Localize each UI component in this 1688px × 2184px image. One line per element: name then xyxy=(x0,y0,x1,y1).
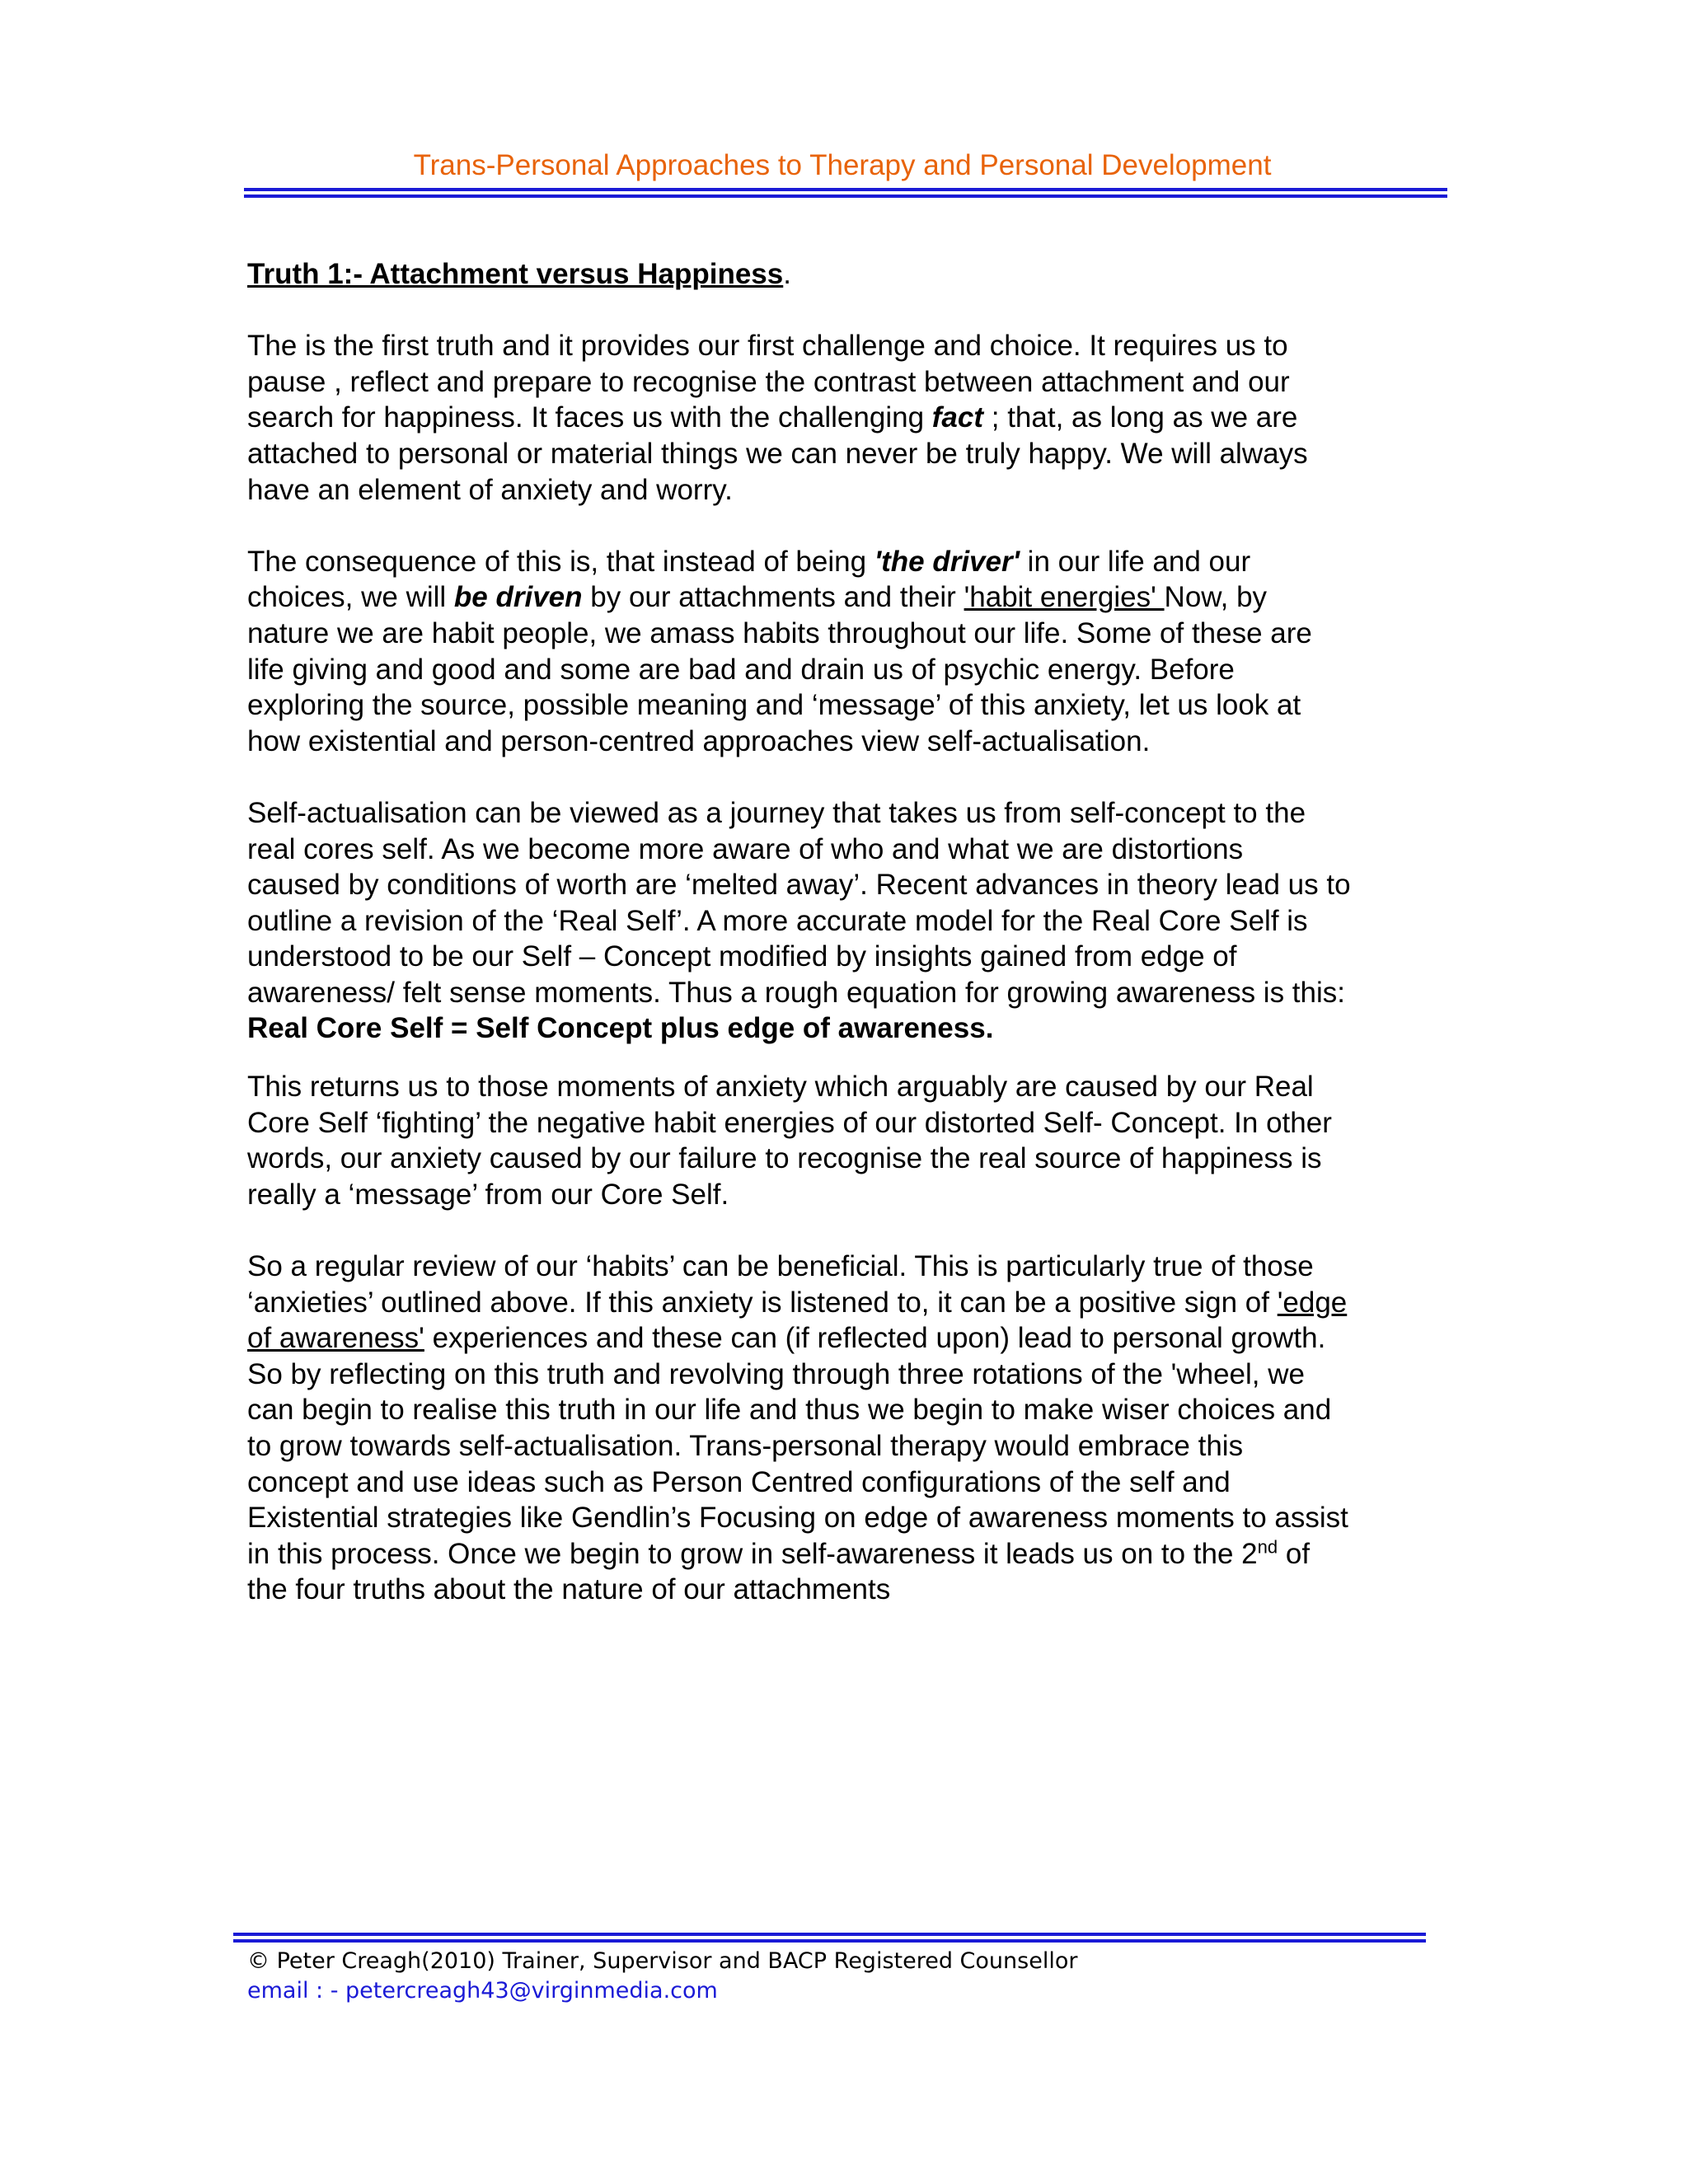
text-line: real cores self. As we become more aware of who and what we are distortions xyxy=(247,832,1244,865)
document-body xyxy=(247,256,1459,1608)
text-line: the four truths about the nature of our attachments xyxy=(247,1573,891,1606)
section-heading: Truth 1:- Attachment versus Happiness xyxy=(247,258,784,290)
underlined-edge: 'edge xyxy=(1277,1286,1348,1319)
section-heading-suffix: . xyxy=(783,258,791,290)
text-span: by our attachments and their xyxy=(582,581,964,614)
text-span: search for happiness. It faces us with the challenging xyxy=(247,401,932,434)
text-line: to grow towards self-actualisation. Trans-personal therapy would embrace this xyxy=(247,1430,1244,1462)
paragraph-4 xyxy=(247,1069,1459,1212)
paragraph-3 xyxy=(247,795,1459,1047)
text-line: pause , reflect and prepare to recognise the contrast between attachment and our xyxy=(247,365,1290,398)
emphasis-the-driver: 'the driver' xyxy=(874,545,1020,578)
text-span: in our life and our xyxy=(1019,545,1251,578)
section-heading-line xyxy=(247,256,1459,293)
text-span: choices, we will xyxy=(247,581,454,614)
text-line: concept and use ideas such as Person Centred configurations of the self and xyxy=(247,1465,1231,1498)
paragraph-1 xyxy=(247,328,1459,508)
text-line: Core Self ‘fighting’ the negative habit energies of our distorted Self- Concept. In other xyxy=(247,1106,1332,1139)
text-line xyxy=(247,400,1459,436)
text-line: outline a revision of the ‘Real Self’. A more accurate model for the Real Core Self is xyxy=(247,904,1308,937)
page-footer xyxy=(247,1947,1077,2006)
text-span: experiences and these can (if reflected upon) lead to personal growth. xyxy=(424,1322,1326,1355)
text-span: Now, by xyxy=(1164,581,1268,614)
text-line: awareness/ felt sense moments. Thus a rough equation for growing awareness is this: xyxy=(247,976,1345,1009)
ordinal-superscript: nd xyxy=(1257,1536,1278,1558)
text-line: The is the first truth and it provides our first challenge and choice. It requires us to xyxy=(247,330,1288,363)
text-line: words, our anxiety caused by our failure to recognise the real source of happiness is xyxy=(247,1142,1322,1175)
text-line: can begin to realise this truth in our life and thus we begin to make wiser choices and xyxy=(247,1394,1332,1427)
paragraph-5 xyxy=(247,1249,1459,1608)
text-span: ; that, as long as we are xyxy=(983,401,1298,434)
text-line xyxy=(247,544,1459,580)
equation-line: Real Core Self = Self Concept plus edge of awareness. xyxy=(247,1012,994,1045)
text-line xyxy=(247,1320,1459,1357)
underlined-habit-energies: 'habit energies' xyxy=(964,581,1165,614)
text-line: exploring the source, possible meaning and ‘message’ of this anxiety, let us look at xyxy=(247,689,1301,722)
footer-double-rule xyxy=(233,1933,1426,1943)
text-line: This returns us to those moments of anxiety which arguably are caused by our Real xyxy=(247,1071,1314,1104)
emphasis-fact: fact xyxy=(931,401,984,434)
text-line xyxy=(247,1285,1459,1321)
text-line: nature we are habit people, we amass habits throughout our life. Some of these are xyxy=(247,616,1312,649)
text-line: life giving and good and some are bad and drain us of psychic energy. Before xyxy=(247,653,1235,686)
text-line: how existential and person-centred approaches view self-actualisation. xyxy=(247,724,1151,757)
text-line xyxy=(247,579,1459,616)
text-span: ‘anxieties’ outlined above. If this anxiety is listened to, it can be a positive sign of xyxy=(247,1286,1278,1319)
text-line: Existential strategies like Gendlin’s Focusing on edge of awareness moments to assist xyxy=(247,1502,1348,1535)
text-line: So by reflecting on this truth and revolving through three rotations of the 'wheel, we xyxy=(247,1357,1305,1390)
text-line: caused by conditions of worth are ‘melted away’. Recent advances in theory lead us to xyxy=(247,869,1351,902)
text-line xyxy=(247,1536,1459,1572)
footer-copyright: © Peter Creagh(2010) Trainer, Supervisor and BACP Registered Counsellor xyxy=(247,1948,1078,1974)
underlined-of-awareness: of awareness' xyxy=(247,1322,424,1355)
text-line: really a ‘message’ from our Core Self. xyxy=(247,1178,729,1211)
emphasis-be-driven: be driven xyxy=(453,581,583,614)
text-line: So a regular review of our ‘habits’ can be beneficial. This is particularly true of those xyxy=(247,1250,1314,1283)
header-double-rule xyxy=(244,188,1447,198)
paragraph-2 xyxy=(247,544,1459,760)
text-line: Self-actualisation can be viewed as a journey that takes us from self-concept to the xyxy=(247,796,1306,829)
text-span: The consequence of this is, that instead of being xyxy=(247,545,874,578)
text-span: in this process. Once we begin to grow in self-awareness it leads us on to the 2 xyxy=(247,1537,1258,1570)
text-line: attached to personal or material things we can never be truly happy. We will always xyxy=(247,437,1308,470)
footer-email[interactable]: email : - petercreagh43@virginmedia.com xyxy=(247,1978,718,2004)
text-span: of xyxy=(1278,1537,1311,1570)
text-line: understood to be our Self – Concept modified by insights gained from edge of xyxy=(247,940,1237,973)
page-header-title: Trans-Personal Approaches to Therapy and Personal Development xyxy=(413,149,1272,181)
text-line: have an element of anxiety and worry. xyxy=(247,473,733,506)
